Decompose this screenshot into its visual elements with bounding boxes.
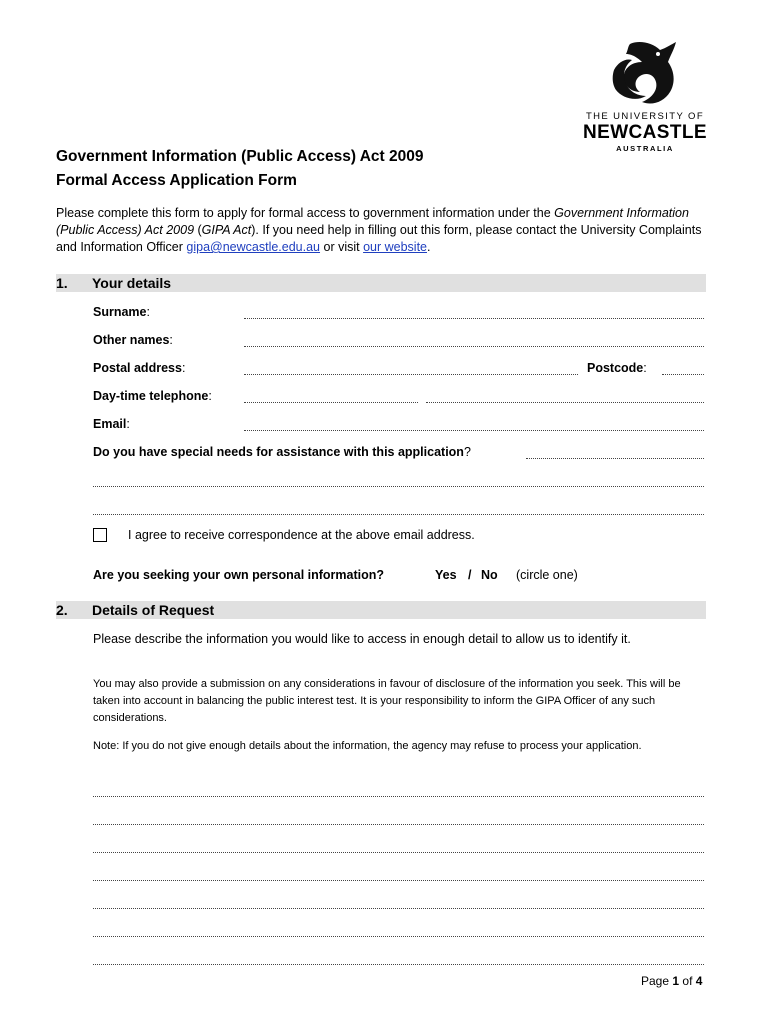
yes-option[interactable]: Yes (435, 568, 457, 582)
form-title: Formal Access Application Form (56, 172, 297, 189)
postcode-label: Postcode: (587, 361, 647, 375)
request-line-6[interactable] (93, 935, 704, 937)
form-act-title: Government Information (Public Access) Act 2009 (56, 148, 424, 165)
email-label: Email: (93, 417, 130, 431)
request-line-7[interactable] (93, 963, 704, 965)
agree-email-text: I agree to receive correspondence at the above email address. (128, 528, 475, 542)
intro-act-name: Government Information (Public Access) Act 2009 (56, 206, 689, 237)
intro-paragraph (56, 205, 708, 256)
telephone-field-2[interactable] (426, 401, 704, 403)
personal-info-question: Are you seeking your own personal information? (93, 568, 385, 582)
note-text: Note: If you do not give enough details about the information, the agency may refuse to process your application. (93, 740, 642, 752)
university-logo (582, 40, 708, 156)
surname-field[interactable] (244, 317, 704, 319)
logo-line-2: NEWCASTLE (583, 122, 707, 143)
email-field[interactable] (244, 429, 704, 431)
other-names-field[interactable] (244, 345, 704, 347)
intro-text-1: Please complete this form to apply for formal access to government information under the (56, 206, 555, 220)
other-names-label: Other names: (93, 333, 173, 347)
intro-gipa-act: GIPA Act (201, 223, 252, 237)
request-line-5[interactable] (93, 907, 704, 909)
intro-text-4: or visit (320, 240, 364, 254)
intro-text-3: ). If you need help in filling out this form, please contact the University Complaints and Information Officer (56, 223, 702, 254)
request-line-2[interactable] (93, 823, 704, 825)
submission-instruction: You may also provide a submission on any considerations in favour of disclosure of the information you seek. This will be taken into account in balancing the public interest test. It is your responsibility to inform the GIPA Officer of any such considerations. (93, 678, 681, 724)
special-needs-line-3[interactable] (93, 513, 704, 515)
section-1-number: 1. (56, 275, 68, 291)
postal-address-label: Postal address: (93, 361, 186, 375)
no-option[interactable]: No (481, 568, 498, 582)
website-link[interactable]: our website (363, 240, 428, 254)
postcode-field[interactable] (662, 373, 704, 375)
request-line-3[interactable] (93, 851, 704, 853)
page-number: Page 1 of 4 (641, 974, 703, 988)
request-line-4[interactable] (93, 879, 704, 881)
intro-text-5: . (427, 240, 431, 254)
intro-text-2: ( (194, 223, 202, 237)
logo-line-3: AUSTRALIA (616, 144, 674, 153)
section-1-title: Your details (92, 275, 172, 291)
yes-no-separator: / (468, 568, 472, 582)
circle-one-hint: (circle one) (516, 568, 578, 582)
section-2-number: 2. (56, 602, 68, 618)
section-2-title: Details of Request (92, 602, 215, 618)
telephone-field-1[interactable] (244, 401, 418, 403)
surname-label: Surname: (93, 305, 150, 319)
special-needs-line-2[interactable] (93, 485, 704, 487)
agree-email-checkbox[interactable] (93, 528, 107, 542)
request-line-1[interactable] (93, 795, 704, 797)
section-1-header (56, 274, 706, 292)
email-link[interactable]: gipa@newcastle.edu.au (186, 240, 321, 254)
telephone-label: Day-time telephone: (93, 389, 212, 403)
special-needs-field[interactable] (526, 457, 704, 459)
section-2-header (56, 601, 706, 619)
special-needs-label: Do you have special needs for assistance with this application? (93, 445, 471, 459)
seahorse-crest-icon (608, 40, 678, 106)
logo-line-1: THE UNIVERSITY OF (585, 111, 705, 122)
describe-instruction: Please describe the information you would like to access in enough detail to allow us to identify it. (93, 632, 631, 646)
postal-address-field[interactable] (244, 373, 578, 375)
